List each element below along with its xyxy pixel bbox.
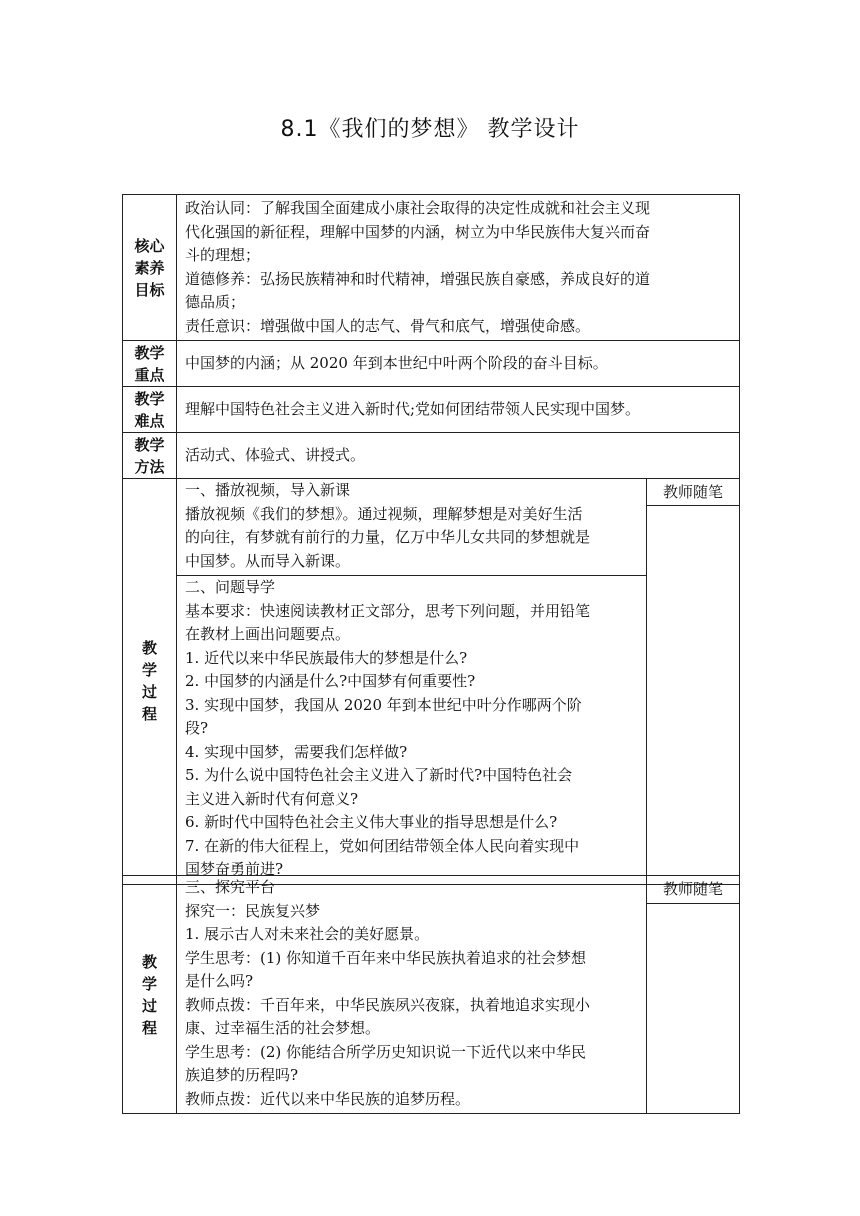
- text-line: 段?: [185, 719, 209, 737]
- focus-content: 中国梦的内涵；从 2020 年到本世纪中叶两个阶段的奋斗目标。: [177, 341, 740, 387]
- method-content: 活动式、体验式、讲授式。: [177, 433, 740, 479]
- teacher-notes-header: 教师随笔: [647, 479, 740, 506]
- text-line: 族追梦的历程吗?: [185, 1066, 299, 1084]
- text-line: 7. 在新的伟大征程上，党如何团结带领全体人民向着实现中: [185, 836, 580, 855]
- text-line: 三、探究平台: [185, 878, 276, 896]
- text-line: 2. 中国梦的内涵是什么?中国梦有何重要性?: [185, 672, 476, 690]
- label-line: 过: [141, 683, 157, 702]
- label-line: 目标: [134, 280, 165, 299]
- teacher-notes-area: [647, 903, 740, 1113]
- label-line: 程: [141, 1018, 157, 1037]
- teacher-notes-header: 教师随笔: [647, 876, 740, 904]
- text-line: 斗的理想；: [185, 246, 261, 264]
- text-line: 学生思考：(2) 你能结合所学历史知识说一下近代以来中华民: [185, 1042, 587, 1061]
- label-line: 程: [141, 705, 157, 724]
- page-title: 8.1《我们的梦想》 教学设计: [280, 117, 580, 142]
- text-line: 5. 为什么说中国特色社会主义进入了新时代?中国特色社会: [185, 766, 573, 784]
- text-line: 3. 实现中国梦，我国从 2020 年到本世纪中叶分作哪两个阶: [185, 695, 582, 714]
- label-line: 过: [141, 996, 157, 1015]
- difficulty-label: [123, 387, 177, 433]
- process-section-inquiry: [177, 876, 647, 1114]
- text-line: 主义进入新时代有何意义?: [185, 789, 359, 808]
- label-line: 核心: [134, 236, 165, 255]
- process-label: [123, 876, 177, 1114]
- text-line: 德品质；: [185, 293, 246, 311]
- label-line: 教学: [134, 435, 165, 454]
- process-section-questions: [177, 576, 647, 885]
- text-line: 政治认同：了解我国全面建成小康社会取得的决定性成就和社会主义现: [185, 199, 651, 217]
- method-label: [123, 433, 177, 479]
- label-line: 重点: [134, 365, 165, 384]
- focus-label: [123, 341, 177, 387]
- text-line: 1. 近代以来中华民族最伟大的梦想是什么?: [185, 648, 468, 667]
- label-line: 学: [141, 974, 157, 993]
- text-line: 康、过幸福生活的社会梦想。: [185, 1019, 381, 1037]
- lesson-plan-table: [122, 194, 740, 885]
- core-competency-label: [123, 195, 177, 341]
- text-line: 是什么吗?: [185, 972, 254, 990]
- label-line: 素养: [134, 258, 165, 277]
- label-line: 教学: [134, 389, 165, 408]
- text-line: 一、播放视频，导入新课: [185, 481, 351, 499]
- core-competency-content: [177, 195, 740, 341]
- label-line: 方法: [134, 457, 165, 476]
- label-line: 难点: [134, 411, 165, 430]
- text-line: 道德修养：弘扬民族精神和时代精神，增强民族自豪感，养成良好的道: [185, 269, 651, 288]
- label-line: 教: [141, 952, 157, 971]
- label-line: 教学: [134, 343, 165, 362]
- text-line: 播放视频《我们的梦想》。通过视频，理解梦想是对美好生活: [185, 504, 583, 523]
- teacher-notes-area: [647, 505, 740, 884]
- text-line: 代化强国的新征程，理解中国梦的内涵，树立为中华民族伟大复兴而奋: [185, 222, 651, 241]
- label-line: 教: [141, 639, 157, 658]
- text-line: 二、问题导学: [185, 578, 276, 596]
- text-line: 6. 新时代中国特色社会主义伟大事业的指导思想是什么?: [185, 813, 558, 831]
- text-line: 4. 实现中国梦，需要我们怎样做?: [185, 742, 408, 761]
- text-line: 的向往，有梦就有前行的力量，亿万中华儿女共同的梦想就是: [185, 528, 591, 546]
- process-section-video: [177, 479, 647, 576]
- text-line: 基本要求：快速阅读教材正文部分，思考下列问题，并用铅笔: [185, 601, 591, 620]
- text-line: 中国梦。从而导入新课。: [185, 551, 351, 570]
- text-line: 教师点拨：千百年来，中华民族夙兴夜寐，执着地追求实现小: [185, 995, 591, 1014]
- process-label: [123, 479, 177, 885]
- lesson-plan-table-continued: [122, 875, 740, 1114]
- label-line: 学: [141, 661, 157, 680]
- difficulty-content: 理解中国特色社会主义进入新时代;党如何团结带领人民实现中国梦。: [177, 387, 740, 433]
- text-line: 1. 展示古人对未来社会的美好愿景。: [185, 925, 430, 943]
- text-line: 国梦奋勇前进?: [185, 860, 284, 878]
- text-line: 教师点拨：近代以来中华民族的追梦历程。: [185, 1089, 471, 1108]
- text-line: 探究一：民族复兴梦: [185, 901, 321, 920]
- text-line: 责任意识：增强做中国人的志气、骨气和底气，增强使命感。: [185, 316, 591, 335]
- text-line: 学生思考：(1) 你知道千百年来中华民族执着追求的社会梦想: [185, 948, 587, 967]
- text-line: 在教材上画出问题要点。: [185, 625, 351, 643]
